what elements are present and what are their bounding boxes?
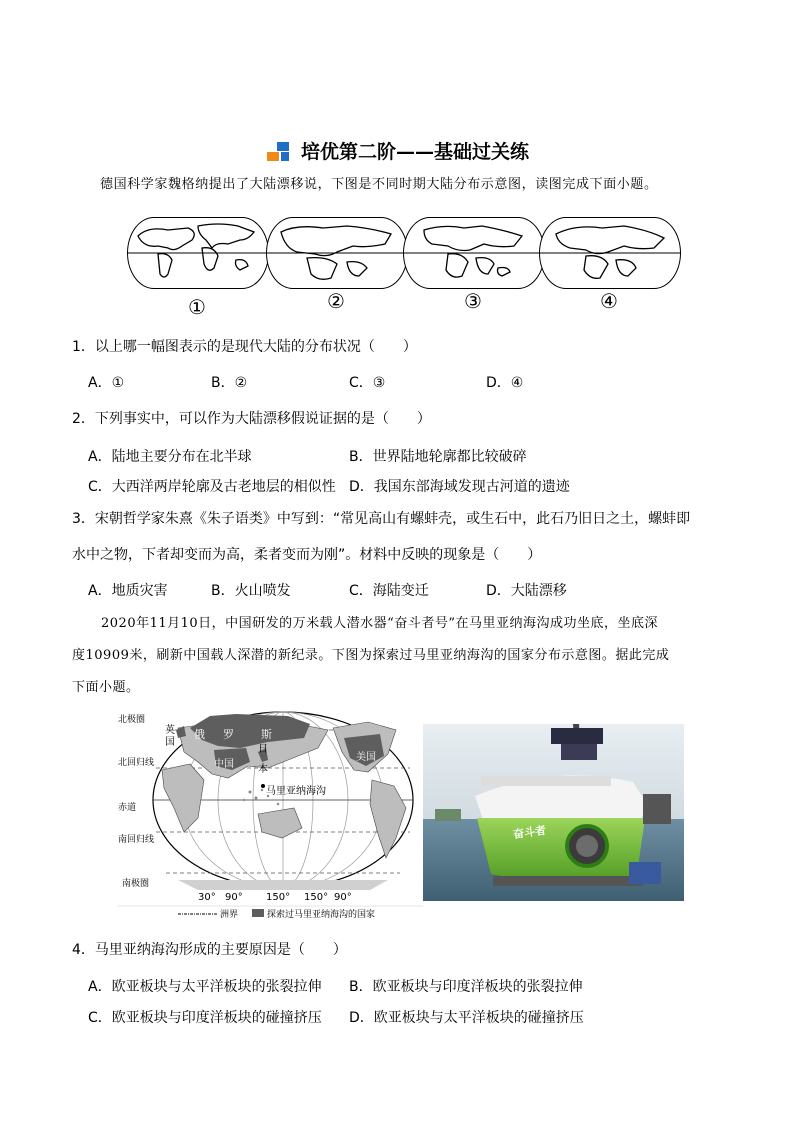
q1-option-a[interactable]: A．① (88, 375, 125, 391)
lat-label-equator: 赤道 (118, 803, 137, 813)
intro-text: 德国科学家魏格纳提出了大陆漂移说，下图是不同时期大陆分布示意图，读图完成下面小题。 (100, 177, 658, 192)
lat-label-tropic-cancer: 北回归线 (118, 758, 155, 768)
question-1: 1．以上哪一幅图表示的是现代大陆的分布状况（ ） (72, 339, 417, 355)
q2-option-c[interactable]: C．大西洋两岸轮廓及古老地层的相似性 (88, 479, 336, 495)
q1-option-d[interactable]: D．④ (486, 375, 524, 391)
q2-option-a[interactable]: A．陆地主要分布在北半球 (88, 449, 252, 465)
question-3-line-1: 3．宋朝哲学家朱熹《朱子语类》中写到：“常见高山有螺蚌壳，或生石中，此石乃旧日之土，螺蚌即 (72, 511, 691, 527)
submersible-name-label: 奋斗者 (512, 823, 547, 842)
q3-option-d[interactable]: D．大陆漂移 (486, 583, 567, 599)
legend-countries-label: 探索过马里亚纳海沟的国家 (267, 910, 376, 920)
country-label-china: 中国 (214, 759, 234, 770)
world-map-figure (118, 708, 423, 920)
question-4: 4．马里亚纳海沟形成的主要原因是（ ） (72, 942, 347, 958)
country-label-uk-2: 国 (165, 737, 175, 748)
lon-label-5: 90° (334, 892, 352, 903)
lat-label-arctic: 北极圈 (118, 715, 146, 725)
q2-option-b[interactable]: B．世界陆地轮廓都比较破碎 (349, 449, 527, 465)
drift-map-1 (127, 217, 269, 289)
country-label-japan-2: 本 (258, 764, 268, 775)
q3-option-b[interactable]: B．火山喷发 (211, 583, 291, 599)
country-label-usa: 美国 (356, 752, 376, 763)
drift-map-3 (403, 217, 545, 289)
lon-label-1: 30° (198, 892, 216, 903)
lon-label-3: 150° (266, 892, 291, 903)
q4-option-c[interactable]: C．欧亚板块与印度洋板块的碰撞挤压 (88, 1010, 322, 1026)
submersible-photo (423, 724, 684, 901)
drift-map-label-2: ② (327, 289, 345, 313)
country-label-russia-3: 斯 (261, 728, 272, 741)
trench-label: 马里亚纳海沟 (266, 786, 326, 797)
page-title: 培优第二阶——基础过关练 (0, 137, 794, 164)
q3-option-a[interactable]: A．地质灾害 (88, 583, 168, 599)
country-label-uk-1: 英 (165, 725, 175, 736)
q3-option-c[interactable]: C．海陆变迁 (349, 583, 429, 599)
legend-border-label: 洲界 (220, 910, 239, 920)
passage-line-1: 2020年11月10日，中国研发的万米载人潜水器“奋斗者号”在马里亚纳海沟成功坐底，坐底深 (101, 616, 658, 631)
lat-label-tropic-capricorn: 南回归线 (118, 835, 155, 845)
drift-map-2 (266, 217, 408, 289)
q4-option-d[interactable]: D．欧亚板块与太平洋板块的碰撞挤压 (349, 1010, 584, 1026)
lat-label-antarctic: 南极圈 (122, 879, 150, 889)
q4-option-a[interactable]: A．欧亚板块与太平洋板块的张裂拉伸 (88, 979, 322, 995)
country-label-japan-1: 日 (258, 744, 268, 755)
passage-line-2: 度10909米，刷新中国载人深潜的新纪录。下图为探索过马里亚纳海沟的国家分布示意图。据此完成 (72, 648, 670, 663)
q4-option-b[interactable]: B．欧亚板块与印度洋板块的张裂拉伸 (349, 979, 583, 995)
title-logo-icon (265, 142, 297, 164)
country-label-russia-2: 罗 (223, 728, 234, 741)
q1-option-c[interactable]: C．③ (349, 375, 386, 391)
lon-label-4: 150° (304, 892, 329, 903)
drift-map-4 (539, 217, 681, 289)
drift-map-label-1: ① (188, 295, 206, 319)
drift-map-label-3: ③ (464, 289, 482, 313)
q2-option-d[interactable]: D．我国东部海域发现古河道的遗迹 (349, 479, 570, 495)
question-3-line-2: 水中之物，下者却变而为高，柔者变而为刚”。材料中反映的现象是（ ） (72, 547, 542, 563)
passage-line-3: 下面小题。 (72, 680, 140, 695)
lon-label-2: 90° (225, 892, 243, 903)
question-2: 2．下列事实中，可以作为大陆漂移假说证据的是（ ） (72, 411, 431, 427)
drift-map-label-4: ④ (600, 289, 618, 313)
q1-option-b[interactable]: B．② (211, 375, 248, 391)
country-label-russia-1: 俄 (194, 728, 205, 741)
